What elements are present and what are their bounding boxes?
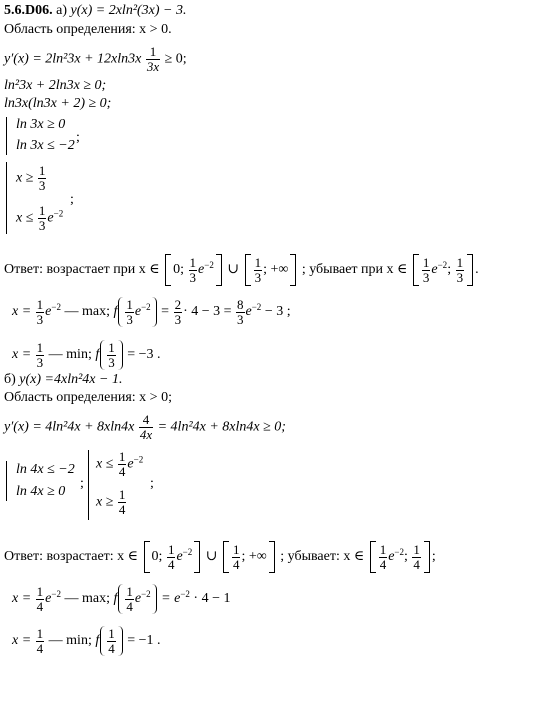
denominator: 4: [36, 598, 44, 614]
function-f: f: [95, 347, 100, 363]
exp-base: e: [176, 549, 183, 565]
fraction-1-over-4: [379, 543, 388, 572]
numerator: 1: [108, 339, 115, 355]
denominator: 4: [126, 598, 133, 614]
exp-power: −2: [141, 589, 151, 600]
numerator: 1: [189, 254, 197, 270]
sys2-top: [96, 450, 143, 479]
open-bracket: [223, 541, 229, 573]
sys1-top: ln 3x ≥ 0: [16, 117, 66, 132]
min-label: — min;: [48, 347, 92, 363]
sys1-bottom: ln 4x ≥ 0: [16, 484, 66, 499]
sys2-bottom: [16, 204, 63, 233]
numerator: 1: [379, 541, 387, 557]
denominator: 4x: [139, 427, 153, 442]
denominator: 4: [108, 640, 115, 656]
max-label: — max;: [64, 304, 110, 320]
separator: ;: [404, 549, 408, 565]
answer-end: .: [475, 262, 479, 278]
fraction-2-over-3: [174, 298, 183, 327]
fraction-8-over-3: [236, 298, 245, 327]
sys1-end: ;: [76, 130, 80, 145]
max-label: — max;: [64, 591, 110, 607]
denominator: 4: [118, 464, 126, 479]
numerator: 1: [108, 625, 115, 641]
denominator: 4: [413, 556, 420, 572]
answer-end: ;: [431, 549, 436, 565]
fraction-1-over-3: [36, 341, 45, 370]
numerator: 1: [38, 203, 46, 218]
numerator: 1: [422, 254, 430, 270]
fraction-1-over-4: [125, 585, 134, 614]
fraction-1-over-4: [412, 543, 421, 572]
open-bracket: [245, 254, 251, 286]
numerator: 1: [118, 449, 126, 464]
derivative-right: = 4ln²4x + 8xln4x ≥ 0;: [157, 419, 286, 435]
x-equals: x =: [12, 633, 32, 649]
fraction-1-over-4: [167, 543, 176, 572]
numerator: 4: [142, 412, 150, 427]
exp-base: e: [388, 549, 395, 565]
interval-start: 0;: [151, 549, 163, 565]
part-a-label: а): [56, 3, 68, 18]
fraction-1-over-3: [422, 256, 431, 285]
denominator: 3: [456, 269, 464, 285]
x-equals: x =: [12, 591, 32, 607]
denominator: 4: [379, 556, 387, 572]
relation-text: x ≤: [96, 456, 114, 472]
denominator: 3: [36, 311, 44, 327]
denominator: 3: [126, 311, 133, 327]
denominator: 4: [232, 556, 240, 572]
part-b-function: y(x) =4xln²4x − 1.: [19, 372, 123, 387]
relation-text: x ≥: [96, 494, 114, 510]
fraction-1-over-3: [107, 341, 116, 370]
relation-text: x ≤: [16, 210, 34, 226]
equals: =: [161, 304, 170, 320]
numerator: 8: [237, 296, 244, 312]
part-a-function: y(x) = 2xln²(3x) − 3.: [70, 3, 187, 18]
close-paren: [290, 254, 296, 286]
part-a-min-line: [12, 340, 161, 370]
exp-power: −2: [251, 302, 262, 313]
left-paren: [100, 340, 105, 370]
part-b-max-line: [12, 584, 230, 614]
union-symbol: ∪: [227, 262, 240, 278]
fraction-1-over-3: [36, 298, 45, 327]
max-tail: · 4 − 1: [193, 591, 231, 607]
fraction-1-over-4: [107, 627, 116, 656]
fraction-1-over-4: [36, 585, 45, 614]
min-value: = −1 .: [127, 633, 161, 649]
x-equals: x =: [12, 304, 32, 320]
sys1-end: ;: [80, 476, 84, 491]
close-bracket: [424, 541, 430, 573]
exp-base: e: [45, 304, 52, 320]
numerator: 1: [126, 583, 133, 599]
fraction-1-over-3: [38, 204, 47, 233]
function-f: f: [113, 304, 118, 320]
sys2-end: ;: [70, 192, 74, 207]
sys2-bottom: [96, 488, 127, 517]
sys1-top: ln 4x ≤ −2: [16, 462, 75, 477]
exp-base: e: [198, 262, 205, 278]
part-b-min-line: [12, 626, 161, 656]
sys2-top: [16, 164, 47, 193]
fraction-1-over-3x: [146, 45, 160, 74]
left-paren: [100, 626, 105, 656]
denominator: 3: [254, 269, 262, 285]
fraction-1-over-4: [36, 627, 45, 656]
right-paren: [152, 584, 157, 614]
left-paren: [118, 584, 123, 614]
denominator: 3: [108, 354, 115, 370]
right-paren: [118, 626, 123, 656]
exp-power: −2: [204, 260, 214, 271]
part-b-derivative: [4, 413, 286, 442]
denominator: 4: [118, 502, 126, 517]
exp-base: e: [127, 456, 134, 472]
fraction-1-over-3: [189, 256, 198, 285]
numerator: 2: [174, 296, 182, 312]
denominator: 4: [167, 556, 175, 572]
min-label: — min;: [48, 633, 92, 649]
part-b-domain: Область определения: x > 0;: [4, 390, 172, 405]
system-bracket: [6, 117, 13, 155]
system-bracket: [6, 162, 13, 234]
numerator: 1: [456, 254, 464, 270]
exp-base: e: [45, 591, 52, 607]
close-bracket: [467, 254, 473, 286]
fraction-1-over-3: [254, 256, 263, 285]
interval-start: 0;: [173, 262, 185, 278]
denominator: 3x: [146, 59, 160, 74]
exp-power: −2: [180, 589, 190, 600]
right-paren: [152, 297, 157, 327]
denominator: 3: [174, 311, 182, 327]
denominator: 3: [189, 269, 197, 285]
numerator: 1: [36, 625, 44, 641]
right-paren: [118, 340, 123, 370]
part-b-header: [4, 372, 122, 388]
min-value: = −3 .: [127, 347, 161, 363]
numerator: 1: [232, 541, 240, 557]
open-paren: [144, 541, 150, 573]
exp-power: −2: [51, 589, 61, 600]
denominator: 3: [38, 218, 46, 233]
part-a-step1: ln²3x + 2ln3x ≥ 0;: [4, 78, 107, 93]
exp-power: −2: [394, 547, 404, 558]
problem-header: [4, 3, 187, 19]
numerator: 1: [36, 296, 44, 312]
fraction-1-over-4: [118, 450, 127, 479]
function-f: f: [113, 591, 118, 607]
function-f: f: [95, 633, 100, 649]
answer-prefix: Ответ: возрастает: x ∈: [4, 549, 139, 565]
max-mid: · 4 − 3 =: [183, 304, 232, 320]
derivative-left: y′(x) = 4ln²4x + 8xln4x: [4, 419, 135, 435]
open-bracket: [370, 541, 376, 573]
numerator: 1: [36, 583, 44, 599]
interval-end: ; +∞: [263, 262, 289, 278]
answer-mid: ; убывает: x ∈: [280, 549, 365, 565]
exp-base: e: [431, 262, 438, 278]
fraction-1-over-3: [456, 256, 465, 285]
max-tail: − 3 ;: [264, 304, 291, 320]
exp-base: e: [245, 304, 252, 320]
system-bracket: [6, 461, 13, 501]
separator: ;: [447, 262, 452, 278]
numerator: 1: [118, 487, 126, 502]
exp-power: −2: [51, 302, 61, 313]
part-a-answer: [4, 254, 479, 286]
exp-power: −2: [437, 260, 448, 271]
numerator: 1: [36, 339, 44, 355]
sys2-end: ;: [150, 476, 154, 491]
open-bracket: [413, 254, 419, 286]
close-paren: [269, 541, 275, 573]
system-bracket: [88, 450, 95, 520]
fraction-1-over-4: [232, 543, 241, 572]
exp-power: −2: [53, 208, 64, 219]
part-a-domain: Область определения: x > 0.: [4, 22, 172, 37]
denominator: 3: [237, 311, 244, 327]
derivative-left: y′(x) = 2ln²3x + 12xln3x: [4, 51, 142, 67]
numerator: 1: [167, 541, 175, 557]
denominator: 3: [36, 354, 44, 370]
numerator: 1: [254, 254, 262, 270]
numerator: 1: [413, 541, 420, 557]
x-equals: x =: [12, 347, 32, 363]
open-paren: [165, 254, 171, 286]
numerator: 1: [38, 163, 46, 178]
union-symbol: ∪: [205, 549, 218, 565]
answer-prefix: Ответ: возрастает при x ∈: [4, 262, 160, 278]
close-bracket: [216, 254, 222, 286]
exp-power: −2: [133, 454, 144, 465]
fraction-1-over-3: [125, 298, 134, 327]
denominator: 3: [422, 269, 430, 285]
left-paren: [118, 297, 123, 327]
derivative-right: ≥ 0;: [164, 51, 187, 67]
exp-base: e: [134, 304, 142, 320]
sys1-bottom: ln 3x ≤ −2: [16, 138, 75, 153]
exp-base: e: [134, 591, 142, 607]
part-b-label: б): [4, 372, 16, 387]
fraction-4-over-4x: [139, 413, 153, 442]
numerator: 1: [126, 296, 133, 312]
part-a-derivative: [4, 45, 187, 74]
exp-power: −2: [141, 302, 151, 313]
part-a-max-line: [12, 297, 291, 327]
denominator: 3: [38, 178, 46, 193]
part-b-answer: [4, 541, 436, 573]
denominator: 4: [36, 640, 44, 656]
problem-number: 5.6.D06.: [4, 3, 53, 18]
exp-base: e: [47, 210, 54, 226]
exp-power: −2: [182, 547, 193, 558]
close-bracket: [194, 541, 200, 573]
numerator: 1: [149, 44, 157, 59]
answer-mid: ; убывает при x ∈: [301, 262, 408, 278]
relation-text: x ≥: [16, 170, 34, 186]
part-a-step2: ln3x(ln3x + 2) ≥ 0;: [4, 96, 112, 111]
fraction-1-over-4: [118, 488, 127, 517]
max-value: = e: [161, 591, 181, 607]
fraction-1-over-3: [38, 164, 47, 193]
interval-end: ; +∞: [241, 549, 267, 565]
